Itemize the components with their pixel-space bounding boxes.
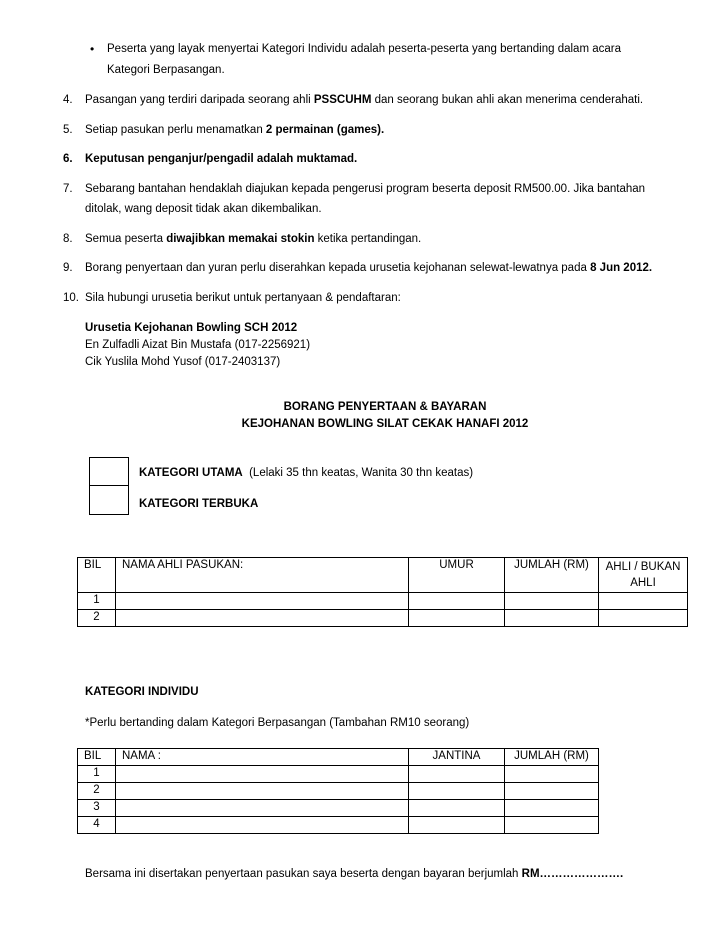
row-number: 2 — [78, 610, 116, 627]
rule-text: Keputusan penganjur/pengadil adalah muktamad. — [85, 153, 358, 165]
member-cell[interactable] — [599, 593, 688, 610]
rule-text: Borang penyertaan dan yuran perlu diserahkan kepada urusetia kejohanan selewat-lewatnya pada 8 Jun 2012. — [85, 262, 653, 274]
team-table — [77, 557, 688, 627]
rule-number: 4. — [63, 94, 73, 106]
column-header: UMUR — [409, 558, 505, 593]
table-row — [78, 593, 688, 610]
individual-heading: KATEGORI INDIVIDU — [85, 686, 199, 698]
row-number: 3 — [78, 800, 116, 817]
gender-cell[interactable] — [409, 800, 505, 817]
bullet-text-line2: Kategori Berpasangan. — [107, 64, 225, 76]
kategori-utama-label: KATEGORI UTAMA (Lelaki 35 thn keatas, Wanita 30 thn keatas) — [139, 467, 474, 479]
amount-cell[interactable] — [505, 593, 599, 610]
gender-cell[interactable] — [409, 766, 505, 783]
form-title-line1: BORANG PENYERTAAN & BAYARAN — [283, 401, 487, 413]
column-header: NAMA AHLI PASUKAN: — [116, 558, 409, 593]
gender-cell[interactable] — [409, 783, 505, 800]
row-number: 2 — [78, 783, 116, 800]
form-title-line2: KEJOHANAN BOWLING SILAT CEKAK HANAFI 2012 — [241, 418, 529, 430]
rule-text: Semua peserta diwajibkan memakai stokin ketika pertandingan. — [85, 233, 422, 245]
row-number: 1 — [78, 593, 116, 610]
table-row — [78, 766, 599, 783]
table-row — [78, 783, 599, 800]
table-header-row — [78, 558, 688, 593]
rule-text: Pasangan yang terdiri daripada seorang ahli PSSCUHM dan seorang bukan ahli akan menerima cenderahati. — [85, 94, 644, 106]
amount-cell[interactable] — [505, 610, 599, 627]
contact-person-1: En Zulfadli Aizat Bin Mustafa (017-2256921) — [85, 339, 311, 351]
contact-heading: Urusetia Kejohanan Bowling SCH 2012 — [85, 322, 298, 334]
payment-statement: Bersama ini disertakan penyertaan pasukan saya beserta dengan bayaran berjumlah RM…………………. — [85, 868, 624, 880]
column-header: BIL — [78, 749, 116, 766]
amount-cell[interactable] — [505, 817, 599, 834]
table-row — [78, 817, 599, 834]
column-header: JUMLAH (RM) — [505, 749, 599, 766]
rule-number: 7. — [63, 183, 73, 195]
rule-number: 6. — [63, 153, 73, 165]
rule-text: Setiap pasukan perlu menamatkan 2 permainan (games). — [85, 124, 385, 136]
kategori-utama-checkbox[interactable] — [89, 457, 129, 486]
member-cell[interactable] — [599, 610, 688, 627]
individual-table — [77, 748, 599, 834]
row-number: 1 — [78, 766, 116, 783]
rule-number: 8. — [63, 233, 73, 245]
amount-cell[interactable] — [505, 800, 599, 817]
gender-cell[interactable] — [409, 817, 505, 834]
bullet-text-line1: Peserta yang layak menyertai Kategori Individu adalah peserta-peserta yang bertanding dalam acara — [107, 43, 621, 55]
table-row — [78, 610, 688, 627]
name-cell[interactable] — [116, 817, 409, 834]
rule-number: 5. — [63, 124, 73, 136]
table-row — [78, 800, 599, 817]
contact-person-2: Cik Yuslila Mohd Yusof (017-2403137) — [85, 356, 281, 368]
age-cell[interactable] — [409, 593, 505, 610]
name-cell[interactable] — [116, 593, 409, 610]
rule-number: 9. — [63, 262, 73, 274]
rule-text-line1: Sebarang bantahan hendaklah diajukan kepada pengerusi program beserta deposit RM500.00. Jika bantahan — [85, 183, 646, 195]
column-header: BIL — [78, 558, 116, 593]
column-header: AHLI / BUKAN AHLI — [599, 558, 688, 593]
amount-cell[interactable] — [505, 783, 599, 800]
kategori-terbuka-checkbox[interactable] — [89, 485, 129, 515]
age-cell[interactable] — [409, 610, 505, 627]
column-header: JANTINA — [409, 749, 505, 766]
rule-number: 10. — [63, 292, 79, 304]
name-cell[interactable] — [116, 610, 409, 627]
table-header-row — [78, 749, 599, 766]
bullet-icon: • — [90, 42, 95, 56]
column-header: JUMLAH (RM) — [505, 558, 599, 593]
name-cell[interactable] — [116, 800, 409, 817]
amount-cell[interactable] — [505, 766, 599, 783]
rule-text: Sila hubungi urusetia berikut untuk pertanyaan & pendaftaran: — [85, 292, 401, 304]
individual-note: *Perlu bertanding dalam Kategori Berpasangan (Tambahan RM10 seorang) — [85, 717, 470, 729]
column-header: NAMA : — [116, 749, 409, 766]
name-cell[interactable] — [116, 766, 409, 783]
row-number: 4 — [78, 817, 116, 834]
rule-text-line2: ditolak, wang deposit tidak akan dikembalikan. — [85, 203, 322, 215]
name-cell[interactable] — [116, 783, 409, 800]
kategori-terbuka-label: KATEGORI TERBUKA — [139, 498, 259, 510]
